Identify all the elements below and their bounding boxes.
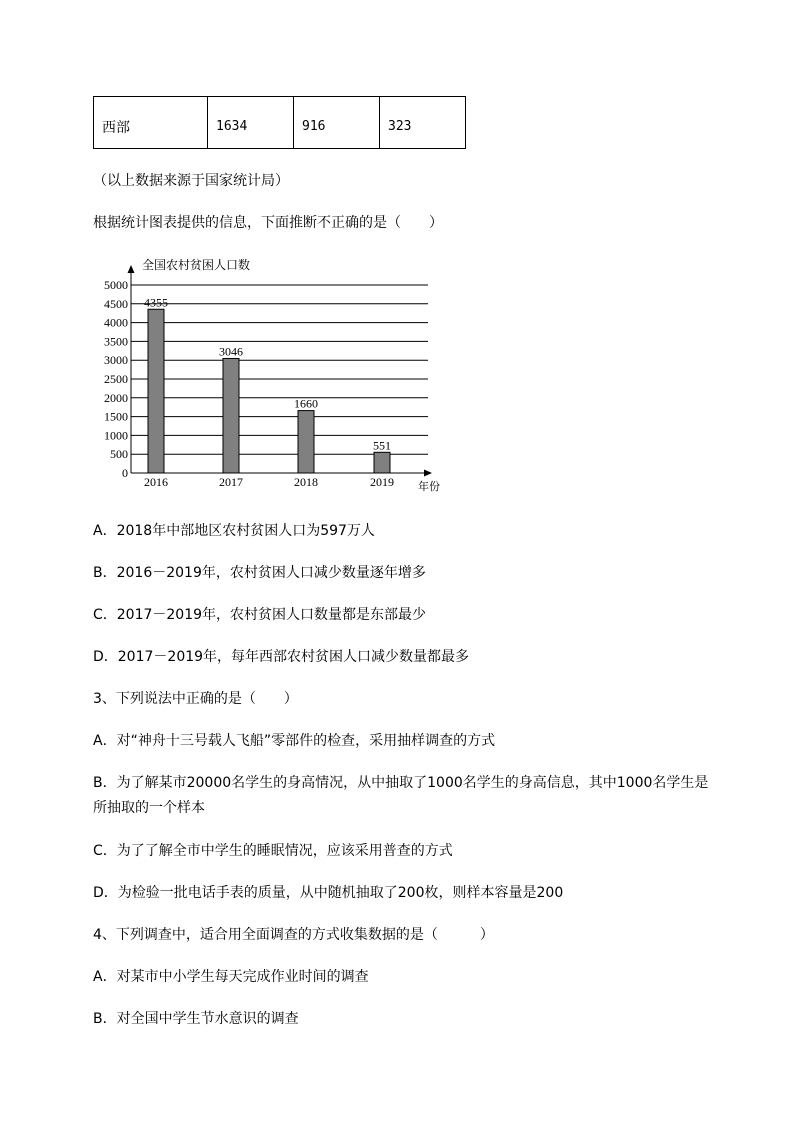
question2-prompt: 根据统计图表提供的信息，下面推断不正确的是（ ） [93,215,443,231]
q4-option-a: A．对某市中小学生每天完成作业时间的调查 [93,969,369,985]
data-label-2016: 4355 [144,295,168,310]
y-tick-label: 1500 [104,409,128,424]
y-tick-label: 3500 [104,334,128,349]
x-axis-label: 年份 [418,481,440,493]
x-tick-label-2019: 2019 [370,475,394,489]
table-cell-value-1: 1634 [208,97,294,149]
chart-bars [148,309,390,473]
y-tick-label: 4500 [104,296,128,311]
bar-2019 [374,452,390,473]
x-axis-ticks [144,475,394,489]
y-tick-label: 2000 [104,390,128,405]
table-cell-value-3: 323 [380,97,466,149]
source-note: （以上数据来源于国家统计局） [93,173,289,189]
bar-2017 [223,358,239,473]
q3-option-d: D．为检验一批电话手表的质量，从中随机抽取了200枚，则样本容量是200 [93,885,564,901]
y-axis-arrow [128,265,135,273]
q2-option-d: D．2017－2019年，每年西部农村贫困人口减少数量都最多 [93,649,470,665]
y-tick-label: 3000 [104,353,128,368]
q2-option-a: A．2018年中部地区农村贫困人口为597万人 [93,523,375,539]
x-tick-label-2018: 2018 [294,475,318,489]
q3-option-c: C．为了了解全市中学生的睡眠情况，应该采用普查的方式 [93,843,453,859]
y-axis-ticks [104,278,128,480]
table-cell-region: 西部 [94,97,208,149]
x-axis-arrow [424,470,432,477]
table-row [94,97,466,149]
q3-option-b-continued: 所抽取的一个样本 [93,800,205,816]
y-tick-label: 4000 [104,315,128,330]
table-cell-value-2: 916 [294,97,380,149]
data-label-2018: 1660 [294,396,318,411]
chart-grid [131,285,428,454]
x-tick-label-2017: 2017 [219,475,243,489]
y-tick-label: 500 [110,447,128,462]
q3-option-a: A．对“神舟十三号载人飞船”零部件的检查，采用抽样调查的方式 [93,733,496,749]
bar-chart [92,254,452,494]
y-tick-label: 2500 [104,372,128,386]
x-tick-label-2016: 2016 [144,475,168,489]
q2-option-b: B．2016－2019年，农村贫困人口减少数量逐年增多 [93,565,426,581]
chart-title: 全国农村贫困人口数 [142,258,251,272]
q3-option-b: B．为了解某市20000名学生的身高情况，从中抽取了1000名学生的身高信息，其中1000名学生是 [93,775,709,791]
data-label-2017: 3046 [219,344,243,359]
y-tick-label: 0 [122,466,128,480]
data-label-2019: 551 [373,438,391,453]
chart-data-labels [144,295,391,452]
bar-2018 [298,411,314,473]
q2-option-c: C．2017－2019年，农村贫困人口数量都是东部最少 [93,607,427,623]
q4-option-b: B．对全国中学生节水意识的调查 [93,1011,299,1027]
question4-prompt: 4、下列调查中，适合用全面调查的方式收集数据的是（ ） [93,927,494,943]
data-table [93,96,466,149]
y-tick-label: 5000 [104,278,128,292]
question3-prompt: 3、下列说法中正确的是（ ） [93,691,298,707]
y-tick-label: 1000 [104,428,128,443]
bar-2016 [148,309,164,473]
